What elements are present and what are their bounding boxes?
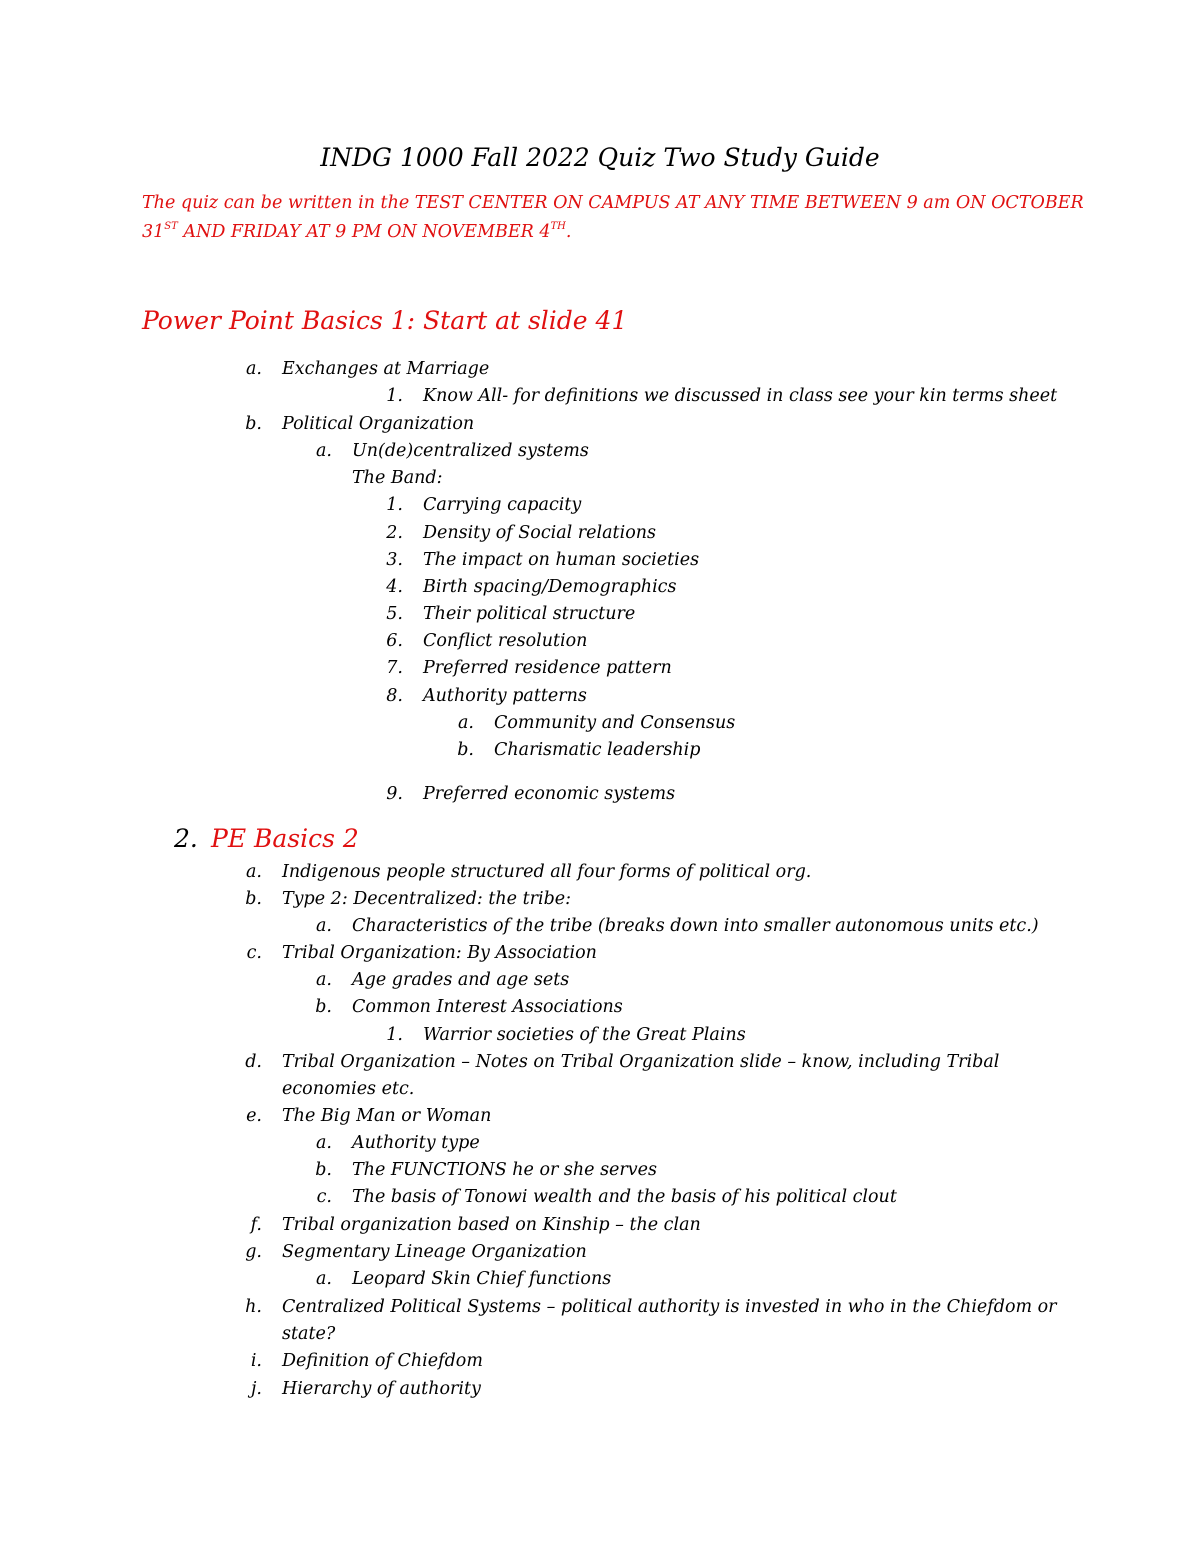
list-text: Type 2: Decentralized: the tribe: — [282, 889, 572, 909]
list-marker: 1. — [386, 386, 403, 406]
list-marker: 7. — [386, 658, 403, 678]
list-text: Birth spacing/Demographics — [423, 577, 677, 597]
list-marker: a. — [246, 862, 262, 882]
list-text: Exchanges at Marriage — [282, 359, 490, 379]
list-marker: b. — [245, 889, 262, 909]
notice-superscript-th: TH — [550, 221, 566, 232]
list-text: The impact on human societies — [423, 550, 700, 570]
list-marker: e. — [246, 1106, 262, 1126]
list-text: state? — [282, 1324, 336, 1344]
list-marker: j. — [251, 1379, 262, 1399]
section-2-heading: PE Basics 2 — [211, 824, 359, 853]
list-marker: b. — [315, 1160, 332, 1180]
list-marker: b. — [245, 414, 262, 434]
list-text: Carrying capacity — [423, 495, 582, 515]
list-text: Their political structure — [423, 604, 636, 624]
list-marker: 2. — [386, 523, 403, 543]
list-marker: a. — [246, 359, 262, 379]
list-text: Hierarchy of authority — [282, 1379, 481, 1399]
list-text: economies etc. — [282, 1079, 415, 1099]
notice-end: . — [565, 222, 572, 242]
list-marker: 5. — [386, 604, 403, 624]
list-marker: c. — [246, 943, 262, 963]
list-marker: a. — [316, 970, 332, 990]
list-text: Un(de)centralized systems — [352, 441, 589, 461]
notice-date-1: 31 — [142, 222, 165, 242]
list-marker: f. — [250, 1215, 262, 1235]
list-text: Warrior societies of the Great Plains — [423, 1025, 746, 1045]
list-marker: 8. — [386, 686, 403, 706]
list-text: The basis of Tonowi wealth and the basis of his political clout — [352, 1187, 897, 1207]
list-text: The Band: — [352, 468, 443, 488]
list-text: Charismatic leadership — [494, 740, 701, 760]
list-marker: b. — [457, 740, 474, 760]
notice-superscript-st: ST — [164, 221, 178, 232]
list-marker: d. — [245, 1052, 262, 1072]
section-2-number: 2. — [174, 824, 198, 853]
list-text: Political Organization — [282, 414, 475, 434]
list-text: The FUNCTIONS he or she serves — [352, 1160, 658, 1180]
list-marker: 3. — [386, 550, 403, 570]
list-marker: 4. — [386, 577, 403, 597]
list-marker: h. — [245, 1297, 262, 1317]
list-text: Authority type — [352, 1133, 480, 1153]
document-title: INDG 1000 Fall 2022 Quiz Two Study Guide — [320, 143, 880, 172]
list-marker: a. — [458, 713, 474, 733]
list-text: Community and Consensus — [494, 713, 736, 733]
list-text: Definition of Chiefdom — [282, 1351, 483, 1371]
list-text: Density of Social relations — [423, 523, 656, 543]
list-marker: 6. — [386, 631, 403, 651]
list-text: Indigenous people structured all four forms of political org. — [282, 862, 812, 882]
section-1-heading: Power Point Basics 1: Start at slide 41 — [142, 306, 628, 335]
list-marker: g. — [245, 1242, 262, 1262]
list-text: Authority patterns — [423, 686, 587, 706]
list-marker: 9. — [386, 784, 403, 804]
list-marker: a. — [316, 916, 332, 936]
list-text: Preferred residence pattern — [423, 658, 672, 678]
list-text: Segmentary Lineage Organization — [282, 1242, 587, 1262]
list-text: Know All- for definitions we discussed in class see your kin terms sheet — [423, 386, 1058, 406]
list-text: Conflict resolution — [423, 631, 588, 651]
list-marker: 1. — [386, 1025, 403, 1045]
list-text: Age grades and age sets — [352, 970, 570, 990]
list-text: Characteristics of the tribe (breaks down into smaller autonomous units etc.) — [352, 916, 1039, 936]
quiz-notice-line-2 — [142, 222, 571, 242]
list-text: Tribal organization based on Kinship – the clan — [282, 1215, 701, 1235]
notice-date-2: AND FRIDAY AT 9 PM ON NOVEMBER 4 — [177, 222, 551, 242]
quiz-notice-line-1: The quiz can be written in the TEST CENTER ON CAMPUS AT ANY TIME BETWEEN 9 am ON OCTOBER — [142, 193, 1084, 213]
list-text: Preferred economic systems — [423, 784, 676, 804]
list-marker: 1. — [386, 495, 403, 515]
list-marker: c. — [316, 1187, 332, 1207]
list-text: Common Interest Associations — [352, 997, 623, 1017]
list-text: Centralized Political Systems – political authority is invested in who in the Chiefdom or — [282, 1297, 1057, 1317]
list-marker: i. — [250, 1351, 262, 1371]
list-text: Leopard Skin Chief functions — [352, 1269, 612, 1289]
list-marker: a. — [316, 1269, 332, 1289]
list-text: Tribal Organization: By Association — [282, 943, 597, 963]
list-text: Tribal Organization – Notes on Tribal Organization slide – know, including Tribal — [282, 1052, 1000, 1072]
list-marker: b. — [315, 997, 332, 1017]
list-marker: a. — [316, 441, 332, 461]
list-marker: a. — [316, 1133, 332, 1153]
list-text: The Big Man or Woman — [282, 1106, 492, 1126]
